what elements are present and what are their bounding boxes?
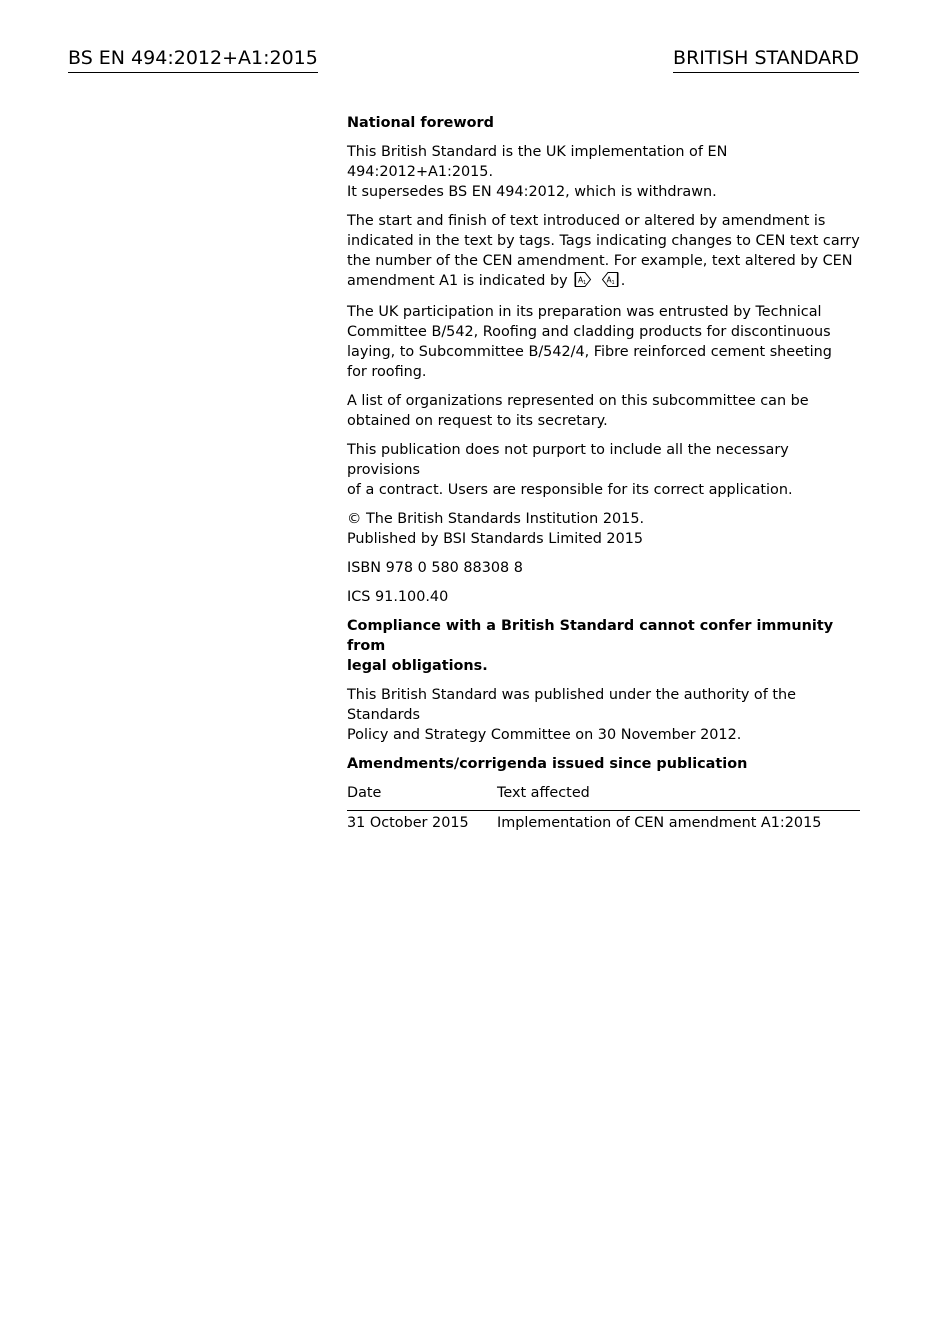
organizations-line-1: A list of organizations represented on this subcommittee can be <box>347 393 809 409</box>
copyright-paragraph <box>347 509 860 549</box>
participation-line-2: Committee B/542, Roofing and cladding products for discontinuous <box>347 324 831 340</box>
amendment-start-tag-icon <box>574 272 592 293</box>
compliance-statement <box>347 616 860 676</box>
tags-line-1: The start and finish of text introduced or altered by amendment is <box>347 213 826 229</box>
amendments-title: Amendments/corrigenda issued since publication <box>347 756 748 772</box>
national-foreword-section <box>347 113 860 833</box>
participation-paragraph <box>347 302 860 382</box>
amendments-header-row <box>347 783 860 811</box>
tags-line-4-suffix: . <box>620 273 626 289</box>
column-header-date: Date <box>347 783 497 811</box>
amendments-table <box>347 783 860 833</box>
amendment-end-tag-icon <box>601 272 619 293</box>
implementation-paragraph <box>347 142 860 202</box>
document-id-header: BS EN 494:2012+A1:2015 <box>68 46 318 73</box>
copyright-line-1: © The British Standards Institution 2015. <box>347 511 645 527</box>
tags-line-4-prefix: amendment A1 is indicated by <box>347 273 568 289</box>
disclaimer-line-1: This publication does not purport to include all the necessary provisions <box>347 442 789 478</box>
authority-paragraph <box>347 685 860 745</box>
participation-line-4: for roofing. <box>347 364 427 380</box>
contract-disclaimer-paragraph <box>347 440 860 500</box>
participation-line-1: The UK participation in its preparation was entrusted by Technical <box>347 304 822 320</box>
amendment-tags-paragraph <box>347 211 860 293</box>
tags-line-3: the number of the CEN amendment. For example, text altered by CEN <box>347 253 853 269</box>
ics-code: ICS 91.100.40 <box>347 589 449 605</box>
copyright-line-2: Published by BSI Standards Limited 2015 <box>347 531 644 547</box>
disclaimer-line-2: of a contract. Users are responsible for its correct application. <box>347 482 793 498</box>
table-row <box>347 811 860 834</box>
compliance-line-1: Compliance with a British Standard cannot confer immunity from <box>347 618 834 654</box>
authority-line-2: Policy and Strategy Committee on 30 November 2012. <box>347 727 742 743</box>
svg-text:A: A <box>606 275 612 285</box>
participation-line-3: laying, to Subcommittee B/542/4, Fibre reinforced cement sheeting <box>347 344 832 360</box>
organizations-paragraph <box>347 391 860 431</box>
svg-text:1: 1 <box>611 280 615 286</box>
svg-text:1: 1 <box>583 280 587 286</box>
column-header-text-affected: Text affected <box>497 783 860 811</box>
isbn: ISBN 978 0 580 88308 8 <box>347 560 523 576</box>
svg-text:A: A <box>578 275 584 285</box>
amendment-text-affected: Implementation of CEN amendment A1:2015 <box>497 815 822 831</box>
compliance-line-2: legal obligations. <box>347 658 488 674</box>
organizations-line-2: obtained on request to its secretary. <box>347 413 608 429</box>
document-type-header: BRITISH STANDARD <box>673 46 859 73</box>
tags-line-2: indicated in the text by tags. Tags indicating changes to CEN text carry <box>347 233 860 249</box>
implementation-line-1: This British Standard is the UK implementation of EN 494:2012+A1:2015. <box>347 144 728 180</box>
authority-line-1: This British Standard was published under the authority of the Standards <box>347 687 796 723</box>
foreword-title: National foreword <box>347 115 494 131</box>
implementation-line-2: It supersedes BS EN 494:2012, which is withdrawn. <box>347 184 717 200</box>
amendment-date: 31 October 2015 <box>347 815 469 831</box>
